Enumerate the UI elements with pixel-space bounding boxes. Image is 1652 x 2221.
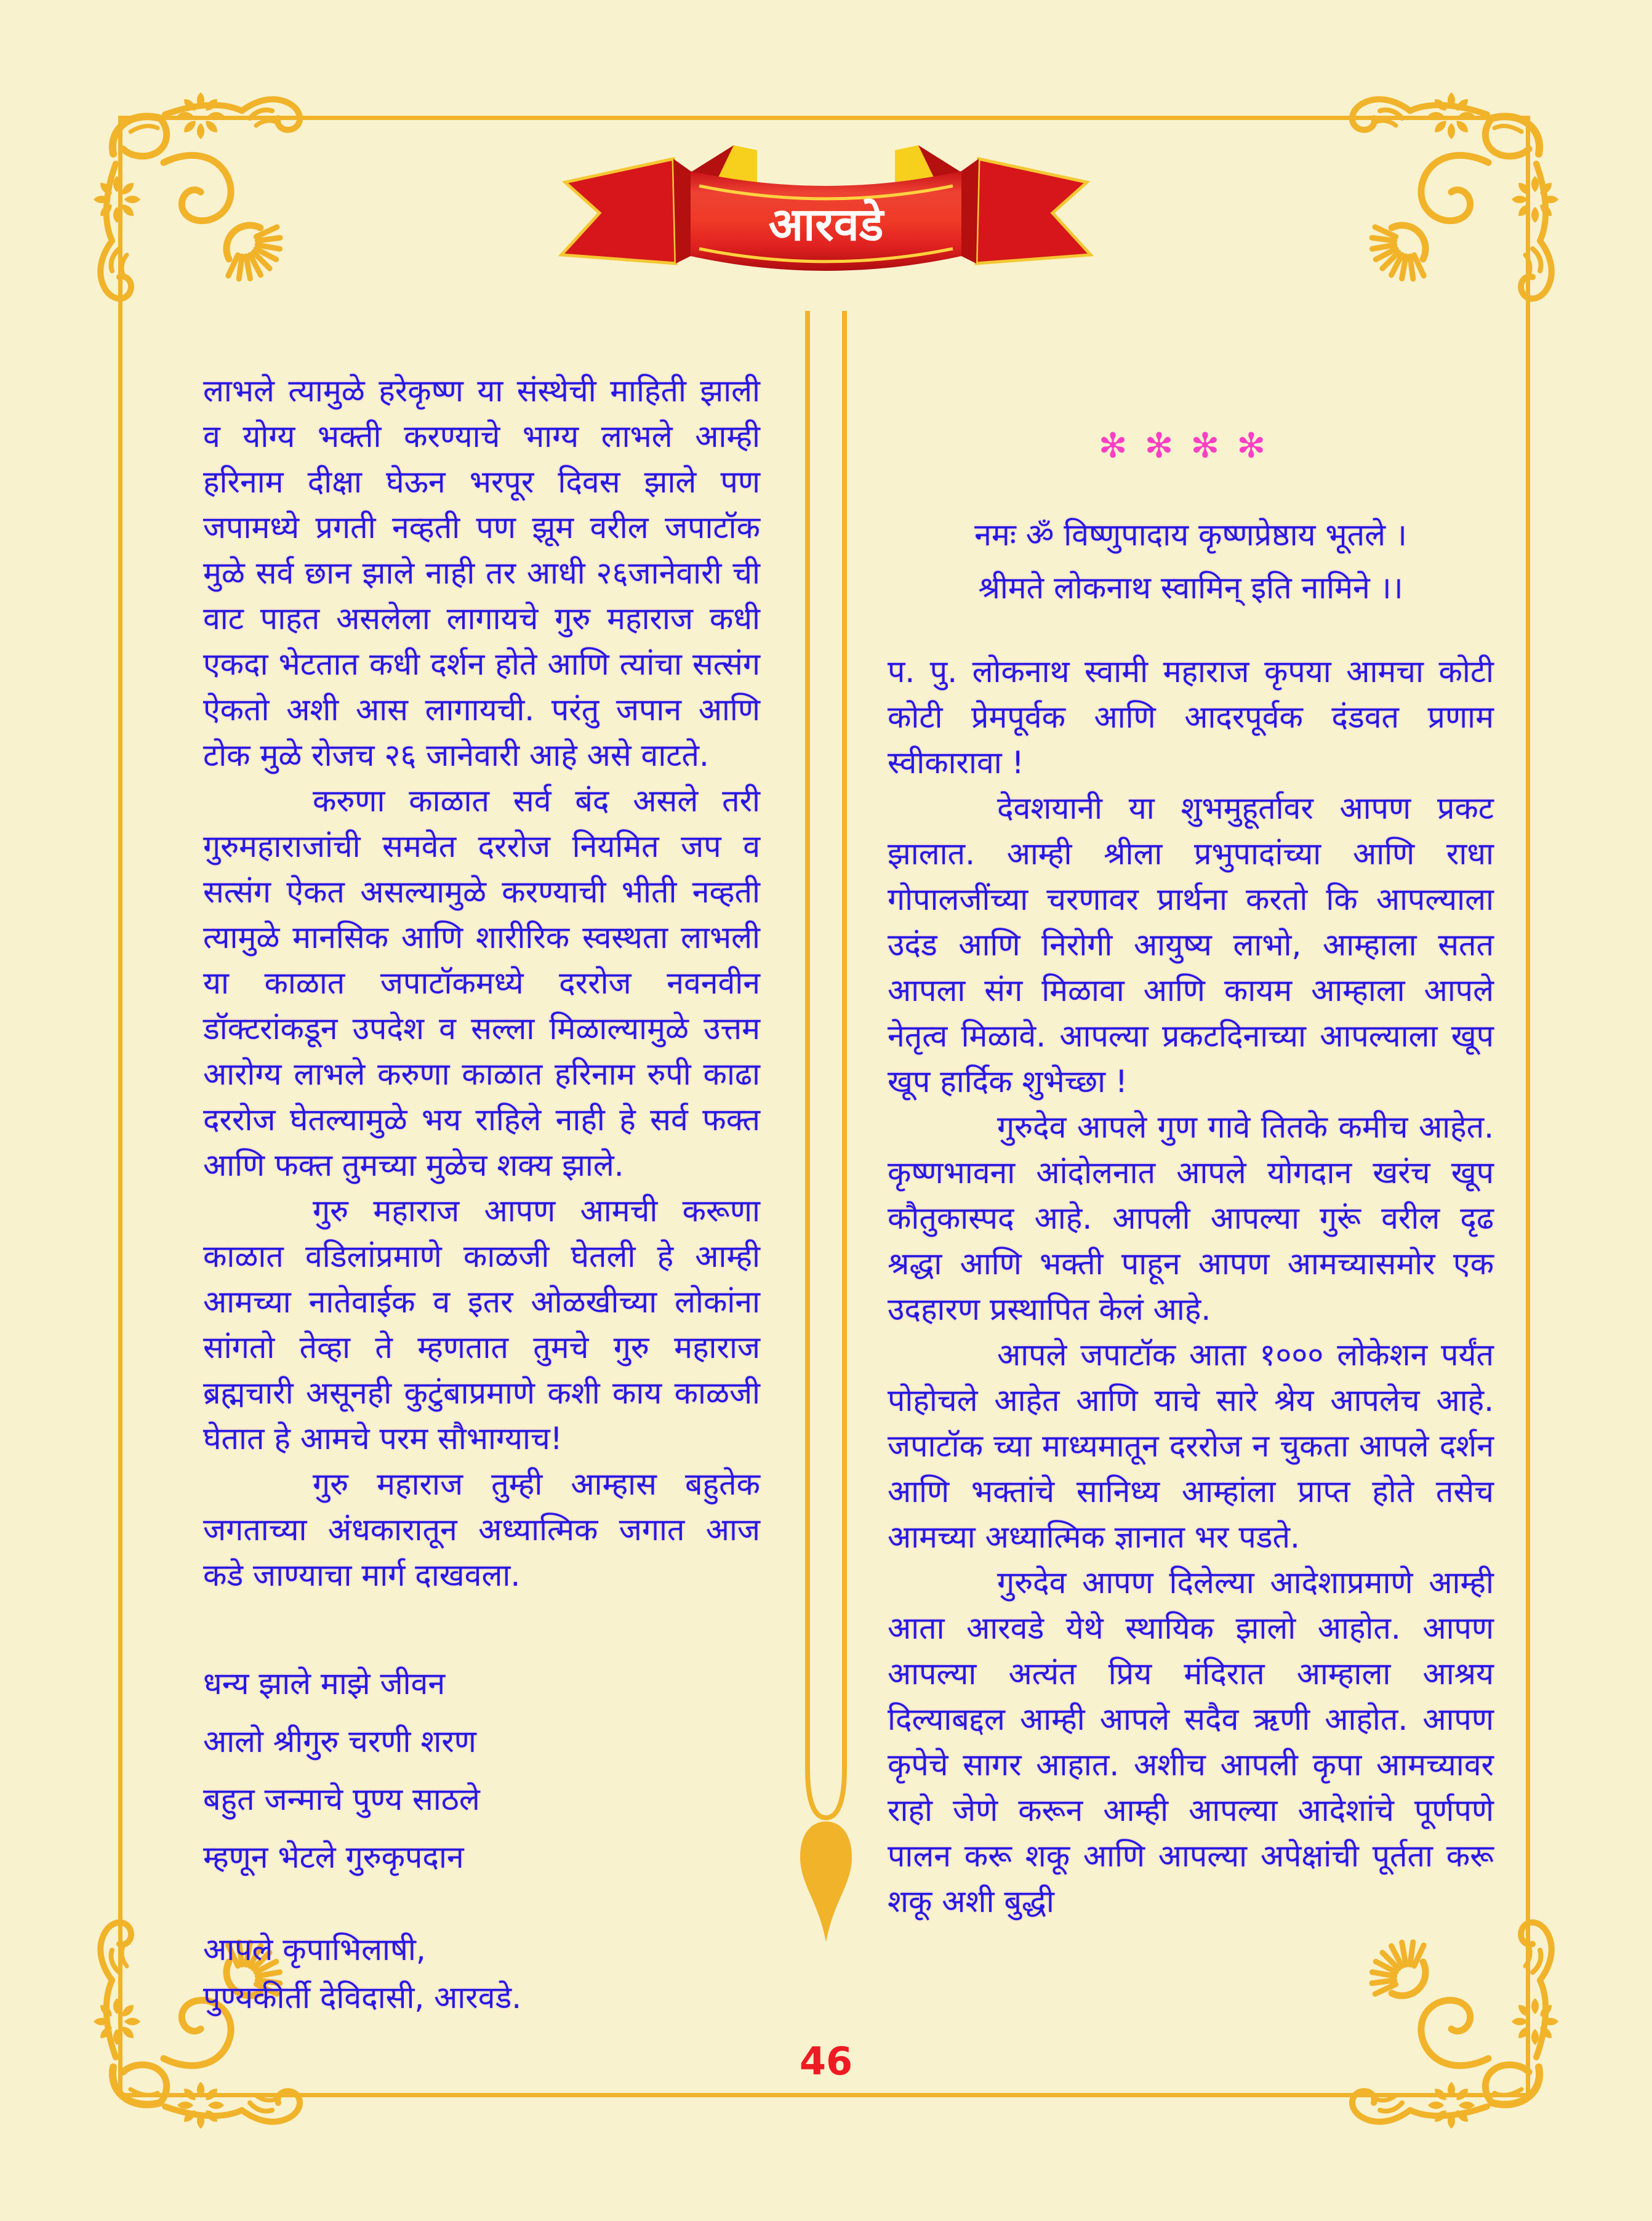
signature-line: आपले कृपाभिलाषी,: [203, 1932, 426, 1967]
paragraph: लाभले त्यामुळे हरेकृष्ण या संस्थेची माहिती झाली व योग्य भक्ती करण्याचे भाग्य लाभले आम्ही हरिनाम दीक्षा घेऊन भरपूर दिवस झाले पण जपामध्ये प्रगती नव्हती पण झूम वरील जपाटॉक मुळे सर्व छान झाले नाही तर आधी २६जानेवारी ची वाट पाहत असलेला लागायचे गुरु महाराज कधी एकदा भेटतात कधी दर्शन होते आणि त्यांचा सत्संग ऐकतो अशी आस लागायची. परंतु जपान आणि टोक मुळे रोजच २६ जानेवारी आहे असे वाटते.: [203, 373, 760, 773]
paragraph: गुरुदेव आपण दिलेल्या आदेशाप्रमाणे आम्ही आता आरवडे येथे स्थायिक झालो आहोत. आपण आपल्या अत्यंत प्रिय मंदिरात आम्हाला आश्रय दिल्याबद्दल आम्ही आपले सदैव ऋणी आहोत. आपण कृपेचे सागर आहात. अशीच आपली कृपा आमच्यावर राहो जेणे करून आम्ही आपल्या आदेशांचे पूर्णपणे पालन करू शकू आणि आपल्या अपेक्षांची पूर्तता करू शकू अशी बुद्धी: [888, 1565, 1494, 1919]
poem: [203, 1655, 760, 1886]
ribbon-banner: [543, 134, 1109, 286]
poem-line: बहुत जन्माचे पुण्य साठले: [203, 1781, 480, 1817]
page-number: 46: [799, 2039, 853, 2084]
right-column: [888, 425, 1494, 1924]
paragraph: गुरुदेव आपले गुण गावे तितके कमीच आहेत. कृष्णभावना आंदोलनात आपले योगदान खरंच खूप कौतुकास्पद आहे. आपली आपल्या गुरूं वरील दृढ श्रद्धा आणि भक्ती पाहून आपण आमच्यासमोर एक उदहारण प्रस्थापित केलं आहे.: [888, 1109, 1494, 1327]
letter-body: [888, 649, 1494, 1924]
page-title: आरवडे: [768, 198, 884, 251]
corner-ornament-top-right-icon: [1315, 90, 1561, 336]
paragraph: प. पु. लोकनाथ स्वामी महाराज कृपया आमचा कोटी कोटी प्रेमपूर्वक आणि आदरपूर्वक दंडवत प्रणाम स्वीकारावा !: [888, 654, 1494, 781]
poem-line: धन्य झाले माझे जीवन: [203, 1666, 446, 1701]
poem-line: आलो श्रीगुरु चरणी शरण: [203, 1724, 476, 1759]
paragraph: आपले जपाटॉक आता १००० लोकेशन पर्यंत पोहोचले आहेत आणि याचे सारे श्रेय आपलेच आहे. जपाटॉक च्या माध्यमातून दररोज न चुकता आपले दर्शन आणि भक्तांचे सानिध्य आम्हांला प्राप्त होते तसेच आमच्या अध्यात्मिक ज्ञानात भर पडते.: [888, 1337, 1494, 1555]
paragraph: गुरु महाराज आपण आमची करूणा काळात वडिलांप्रमाणे काळजी घेतली हे आम्ही आमच्या नातेवाईक व इतर ओळखीच्या लोकांना सांगतो तेव्हा ते म्हणतात तुमचे गुरु महाराज ब्रह्मचारी असूनही कुटुंबाप्रमाणे कशी काय काळजी घेतात हे आमचे परम सौभाग्याच!: [203, 1193, 760, 1456]
paragraph: करुणा काळात सर्व बंद असले तरी गुरुमहाराजांची समवेत दररोज नियमित जप व सत्संग ऐकत असल्यामुळे करण्याची भीती नव्हती त्यामुळे मानसिक आणि शारीरिक स्वस्थता लाभली या काळात जपाटॉकमध्ये दररोज नवनवीन डॉक्टरांकडून उपदेश व सल्ला मिळाल्यामुळे उत्तम आरोग्य लाभले करुणा काळात हरिनाम रुपी काढा दररोज घेतल्यामुळे भय राहिले नाही हे सर्व फक्त आणि फक्त तुमच्या मुळेच शक्य झाले.: [203, 783, 760, 1183]
poem-line: म्हणून भेटले गुरुकृपदान: [203, 1839, 464, 1875]
left-column: [203, 368, 760, 2022]
paragraph: देवशयानी या शुभमुहूर्तावर आपण प्रकट झालात. आम्ही श्रीला प्रभुपादांच्या आणि राधा गोपालजींच्या चरणावर प्रार्थना करतो कि आपल्याला उदंड आणि निरोगी आयुष्य लाभो, आम्हाला सतत आपला संग मिळावा आणि कायम आम्हाला आपले नेतृत्व मिळावे. आपल्या प्रकटदिनाच्या आपल्याला खूप खूप हार्दिक शुभेच्छा !: [888, 790, 1494, 1099]
paragraph: गुरु महाराज तुम्ही आम्हास बहुतेक जगताच्या अंधकारातून अध्यात्मिक जगात आज कडे जाण्याचा मार्ग दाखवला.: [203, 1466, 760, 1593]
flower-asterisks-ornament: ✻✻✻✻: [1098, 426, 1283, 466]
shloka: [888, 508, 1494, 614]
signature-line: पुण्यकीर्ती देविदासी, आरवडे.: [203, 1980, 522, 2015]
signature-block: [203, 1926, 760, 2022]
column-divider-icon: [789, 311, 863, 1961]
shloka-line: श्रीमते लोकनाथ स्वामिन् इति नामिने ।।: [978, 570, 1403, 606]
corner-ornament-top-left-icon: [91, 90, 337, 336]
shloka-line: नमः ॐ विष्णुपादाय कृष्णप्रेष्ठाय भूतले ।: [974, 517, 1407, 553]
